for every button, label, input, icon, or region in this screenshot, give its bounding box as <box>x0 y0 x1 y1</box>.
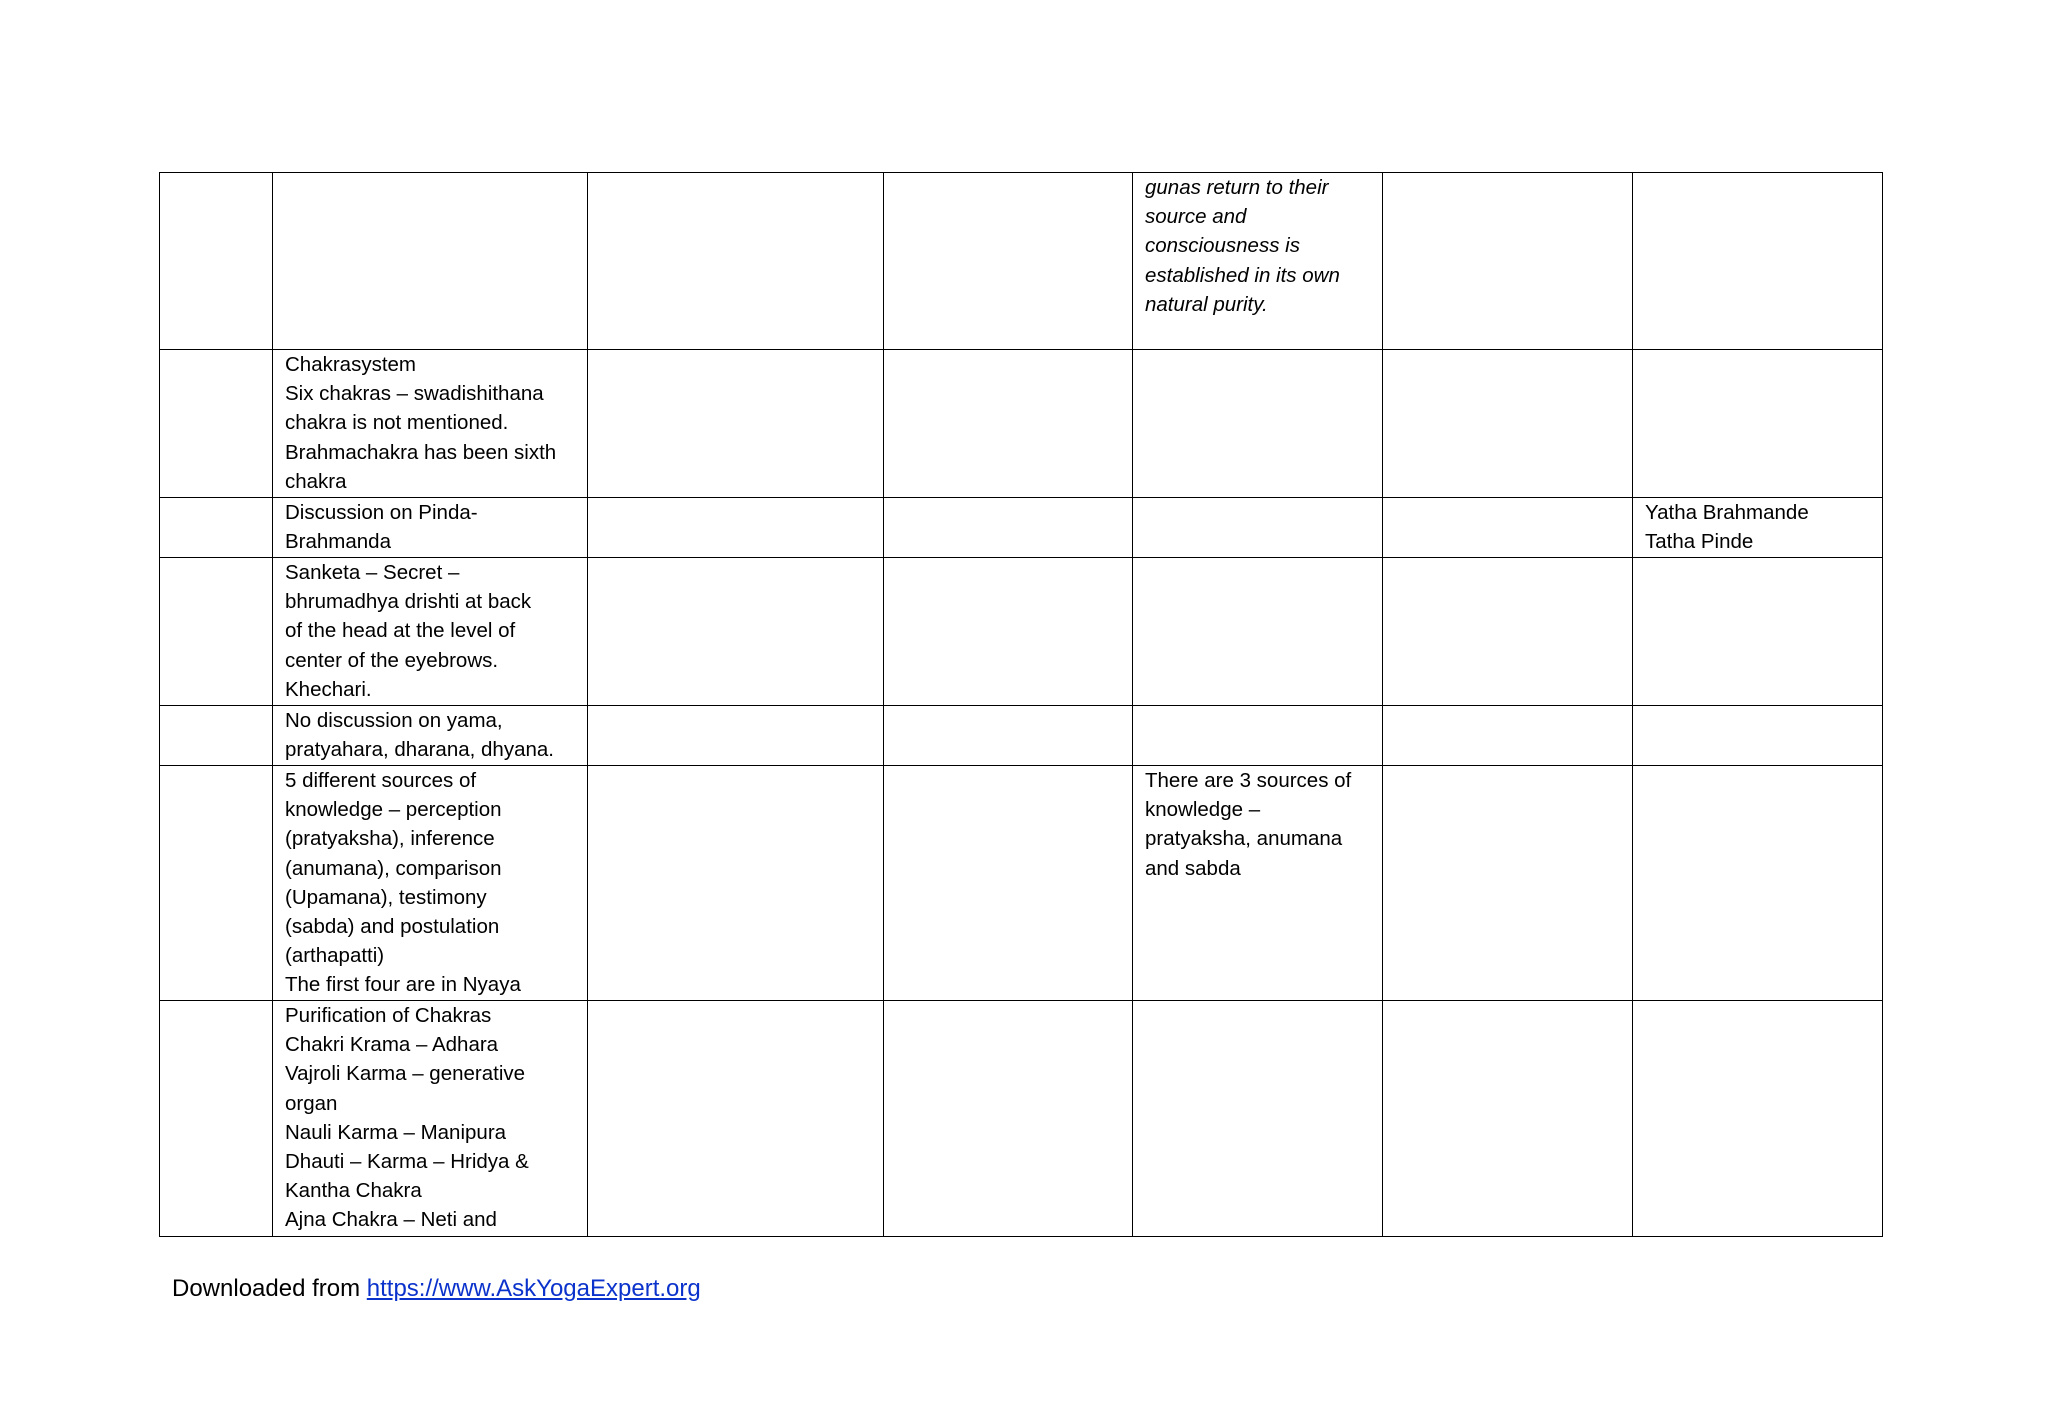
table-cell <box>1383 558 1633 706</box>
table-cell <box>1133 350 1383 498</box>
cell-text-line: consciousness is <box>1145 234 1300 258</box>
table-cell <box>1633 766 1883 1001</box>
table-cell <box>1383 766 1633 1001</box>
table-cell <box>273 766 588 1001</box>
cell-text-line: (anumana), comparison <box>285 856 502 880</box>
cell-text-line: bhrumadhya drishti at back <box>285 590 532 614</box>
table-body <box>160 173 1883 1237</box>
cell-text-line: (arthapatti) <box>285 944 385 968</box>
cell-text-line: Yatha Brahmande <box>1645 501 1809 524</box>
table-row <box>160 766 1883 1001</box>
table-row <box>160 350 1883 498</box>
table-cell <box>160 1001 273 1237</box>
cell-text-line: chakra is not mentioned. <box>285 411 509 435</box>
table-cell <box>1383 173 1633 350</box>
cell-text-line: organ <box>285 1091 338 1115</box>
cell-text-line: Nauli Karma – Manipura <box>285 1120 507 1144</box>
table-cell <box>1133 766 1383 1001</box>
table-cell <box>884 766 1133 1001</box>
cell-text-line: (sabda) and postulation <box>285 915 500 939</box>
cell-text-line: Tatha Pinde <box>1645 530 1754 554</box>
cell-text-line: Sanketa – Secret – <box>285 561 460 584</box>
cell-text-line: The first four are in Nyaya <box>285 973 521 997</box>
table-cell <box>273 350 588 498</box>
table-cell <box>1133 173 1383 350</box>
cell-text-line: natural purity. <box>1145 292 1268 316</box>
cell-text-line: Ajna Chakra – Neti and <box>285 1208 497 1232</box>
cell-text-line: Chakri Krama – Adhara <box>285 1033 499 1057</box>
table-cell <box>884 498 1133 558</box>
table-cell <box>273 1001 588 1237</box>
table-row <box>160 1001 1883 1237</box>
cell-text-line: (pratyaksha), inference <box>285 827 495 851</box>
cell-text-line: center of the eyebrows. <box>285 648 499 672</box>
table-cell <box>273 173 588 350</box>
cell-text-line: Kantha Chakra <box>285 1179 422 1203</box>
footer-prefix: Downloaded from <box>172 1275 367 1302</box>
table-cell <box>160 766 273 1001</box>
table-cell <box>588 766 884 1001</box>
table-cell <box>160 706 273 766</box>
cell-text-line: Khechari. <box>285 677 372 701</box>
table-cell <box>160 350 273 498</box>
table-cell <box>1633 173 1883 350</box>
table-cell <box>884 706 1133 766</box>
cell-text-line: No discussion on yama, <box>285 709 503 732</box>
table-row <box>160 706 1883 766</box>
table-cell <box>588 498 884 558</box>
cell-text-line: There are 3 sources of <box>1145 769 1352 792</box>
cell-text-line: of the head at the level of <box>285 619 516 643</box>
table-row <box>160 173 1883 350</box>
table-cell <box>884 1001 1133 1237</box>
table-cell <box>884 558 1133 706</box>
cell-text-line: gunas return to their <box>1145 176 1329 199</box>
cell-text-line: established in its own <box>1145 263 1340 287</box>
table-cell <box>1383 350 1633 498</box>
table-cell <box>588 706 884 766</box>
table-cell <box>1383 706 1633 766</box>
cell-text-line: Dhauti – Karma – Hridya & <box>285 1150 529 1174</box>
cell-text-line: chakra <box>285 469 347 493</box>
table-cell <box>884 350 1133 498</box>
table-cell <box>1383 1001 1633 1237</box>
table-cell <box>1633 498 1883 558</box>
table-cell <box>884 173 1133 350</box>
table-cell <box>1133 1001 1383 1237</box>
table-cell <box>160 498 273 558</box>
footer <box>172 1273 701 1305</box>
cell-text-line: Chakrasystem <box>285 353 417 376</box>
table-cell <box>1633 1001 1883 1237</box>
cell-text-line: knowledge – <box>1145 798 1261 822</box>
table-cell <box>1633 558 1883 706</box>
table-cell <box>1633 350 1883 498</box>
table-cell <box>1133 558 1383 706</box>
table-cell <box>160 173 273 350</box>
table-cell <box>588 558 884 706</box>
cell-text-line: Brahmanda <box>285 530 391 554</box>
table-cell <box>273 558 588 706</box>
cell-text-line: Six chakras – swadishithana <box>285 382 544 406</box>
cell-text-line: Purification of Chakras <box>285 1004 492 1027</box>
table-cell <box>588 1001 884 1237</box>
table-cell <box>160 558 273 706</box>
table-cell <box>1133 498 1383 558</box>
table-row <box>160 558 1883 706</box>
table-cell <box>1133 706 1383 766</box>
table-cell <box>588 350 884 498</box>
table-cell <box>588 173 884 350</box>
table-cell <box>273 498 588 558</box>
table-cell <box>1383 498 1633 558</box>
content-table <box>159 172 1883 1237</box>
table-row <box>160 498 1883 558</box>
table-cell <box>1633 706 1883 766</box>
cell-text-line: Brahmachakra has been sixth <box>285 440 557 464</box>
cell-text-line: pratyahara, dharana, dhyana. <box>285 738 554 762</box>
cell-text-line: knowledge – perception <box>285 798 502 822</box>
table-cell <box>273 706 588 766</box>
cell-text-line: pratyaksha, anumana <box>1145 827 1343 851</box>
cell-text-line: source and <box>1145 205 1247 229</box>
cell-text-line: and sabda <box>1145 856 1241 880</box>
footer-link[interactable]: https://www.AskYogaExpert.org <box>366 1275 701 1302</box>
cell-text-line: Discussion on Pinda- <box>285 501 478 524</box>
cell-text-line: 5 different sources of <box>285 769 477 792</box>
cell-text-line: (Upamana), testimony <box>285 885 487 909</box>
cell-text-line: Vajroli Karma – generative <box>285 1062 526 1086</box>
